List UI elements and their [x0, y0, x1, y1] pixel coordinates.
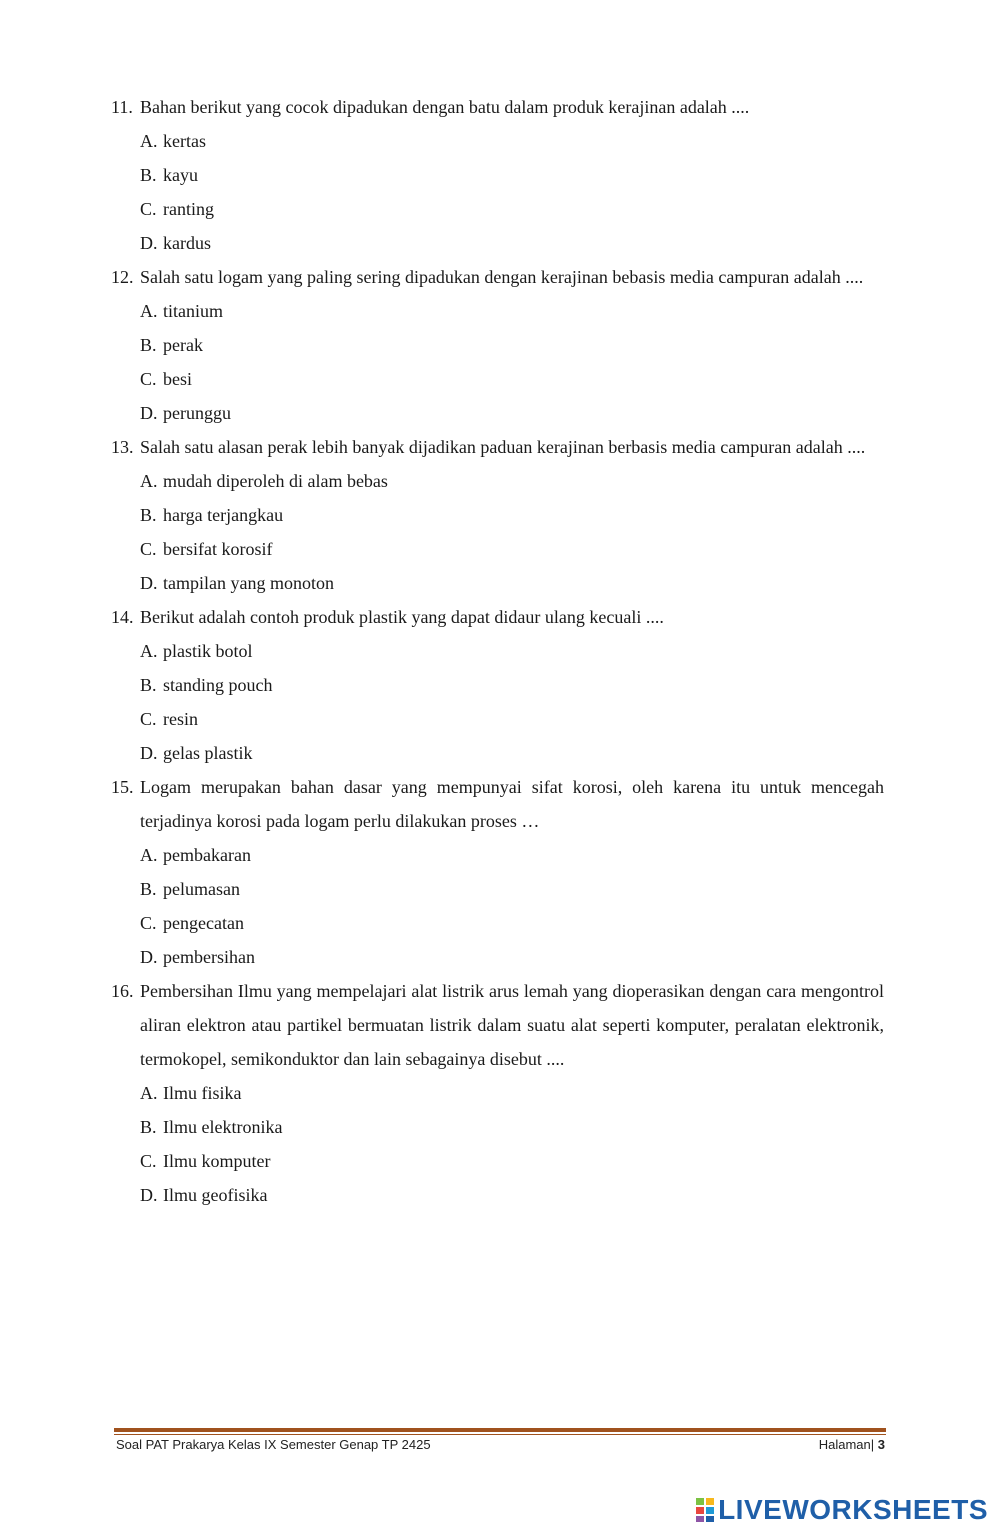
option-list [111, 294, 884, 430]
question-number: 14. [111, 607, 134, 627]
question-14 [111, 600, 884, 770]
option-a[interactable]: A. plastik botol [111, 634, 884, 668]
page-number: 3 [877, 1437, 885, 1452]
option-c[interactable]: C. ranting [111, 192, 884, 226]
question-text: Bahan berikut yang cocok dipadukan dengan batu dalam produk kerajinan adalah .... [140, 97, 750, 117]
question-number: 12. [111, 267, 134, 287]
option-c[interactable]: C. besi [111, 362, 884, 396]
option-list [111, 634, 884, 770]
option-a[interactable]: A. pembakaran [111, 838, 884, 872]
option-text: Ilmu komputer [163, 1151, 271, 1171]
option-text: harga terjangkau [163, 505, 284, 525]
option-text: gelas plastik [163, 743, 253, 763]
question-number: 11. [111, 97, 133, 117]
option-d[interactable]: D. tampilan yang monoton [111, 566, 884, 600]
option-d[interactable]: D. kardus [111, 226, 884, 260]
option-b[interactable]: B. perak [111, 328, 884, 362]
question-16 [111, 974, 884, 1212]
option-text: standing pouch [163, 675, 273, 695]
option-text: bersifat korosif [163, 539, 273, 559]
option-a[interactable]: A. Ilmu fisika [111, 1076, 884, 1110]
option-list [111, 464, 884, 600]
question-list [111, 90, 884, 1212]
option-d[interactable]: D. Ilmu geofisika [111, 1178, 884, 1212]
question-text: Pembersihan Ilmu yang mempelajari alat listrik arus lemah yang dioperasikan dengan cara mengontrol aliran elektron atau partikel bermuatan listrik dalam suatu alat seperti komputer, peralatan elektronik, termokopel, semikonduktor dan lain sebagainya disebut .... [140, 981, 884, 1069]
option-text: plastik botol [163, 641, 253, 661]
option-text: besi [163, 369, 192, 389]
option-a[interactable]: A. kertas [111, 124, 884, 158]
option-b[interactable]: B. pelumasan [111, 872, 884, 906]
option-text: kardus [163, 233, 211, 253]
question-number: 15. [111, 777, 134, 797]
question-number: 13. [111, 437, 134, 457]
option-a[interactable]: A. titanium [111, 294, 884, 328]
option-text: ranting [163, 199, 214, 219]
question-text: Berikut adalah contoh produk plastik yang dapat didaur ulang kecuali .... [140, 607, 664, 627]
option-b[interactable]: B. kayu [111, 158, 884, 192]
option-d[interactable]: D. gelas plastik [111, 736, 884, 770]
question-text: Salah satu logam yang paling sering dipadukan dengan kerajinan bebasis media campuran adalah .... [140, 267, 864, 287]
liveworksheets-logo-icon [696, 1498, 714, 1522]
option-text: titanium [163, 301, 223, 321]
liveworksheets-brand[interactable] [696, 1494, 988, 1526]
footer-title: Soal PAT Prakarya Kelas IX Semester Genap TP 2425 [116, 1437, 431, 1452]
question-15 [111, 770, 884, 974]
option-text: Ilmu fisika [163, 1083, 242, 1103]
option-text: Ilmu elektronika [163, 1117, 283, 1137]
option-text: perak [163, 335, 203, 355]
option-b[interactable]: B. standing pouch [111, 668, 884, 702]
option-text: pelumasan [163, 879, 240, 899]
option-text: pengecatan [163, 913, 244, 933]
option-text: pembersihan [163, 947, 255, 967]
question-13 [111, 430, 884, 600]
footer-line-thick [114, 1428, 886, 1432]
option-text: resin [163, 709, 198, 729]
question-number: 16. [111, 981, 134, 1001]
page-label: Halaman| [818, 1437, 875, 1452]
question-12 [111, 260, 884, 430]
option-a[interactable]: A. mudah diperoleh di alam bebas [111, 464, 884, 498]
option-text: kayu [163, 165, 198, 185]
option-list [111, 838, 884, 974]
option-d[interactable]: D. perunggu [111, 396, 884, 430]
option-text: mudah diperoleh di alam bebas [163, 471, 388, 491]
question-11 [111, 90, 884, 260]
option-b[interactable]: B. Ilmu elektronika [111, 1110, 884, 1144]
option-text: pembakaran [163, 845, 251, 865]
question-text: Salah satu alasan perak lebih banyak dijadikan paduan kerajinan berbasis media campuran adalah .... [140, 437, 866, 457]
option-text: tampilan yang monoton [163, 573, 334, 593]
brand-name: LIVEWORKSHEETS [718, 1494, 988, 1525]
option-text: kertas [163, 131, 206, 151]
option-list [111, 124, 884, 260]
question-text: Logam merupakan bahan dasar yang mempunyai sifat korosi, oleh karena itu untuk mencegah terjadinya korosi pada logam perlu dilakukan proses … [140, 777, 884, 831]
option-c[interactable]: C. pengecatan [111, 906, 884, 940]
option-c[interactable]: C. resin [111, 702, 884, 736]
option-text: Ilmu geofisika [163, 1185, 268, 1205]
footer-page [819, 1437, 885, 1452]
footer-line-thin [114, 1434, 886, 1435]
option-list [111, 1076, 884, 1212]
option-text: perunggu [163, 403, 231, 423]
option-b[interactable]: B. harga terjangkau [111, 498, 884, 532]
footer-divider [114, 1428, 886, 1435]
option-d[interactable]: D. pembersihan [111, 940, 884, 974]
option-c[interactable]: C. bersifat korosif [111, 532, 884, 566]
option-c[interactable]: C. Ilmu komputer [111, 1144, 884, 1178]
